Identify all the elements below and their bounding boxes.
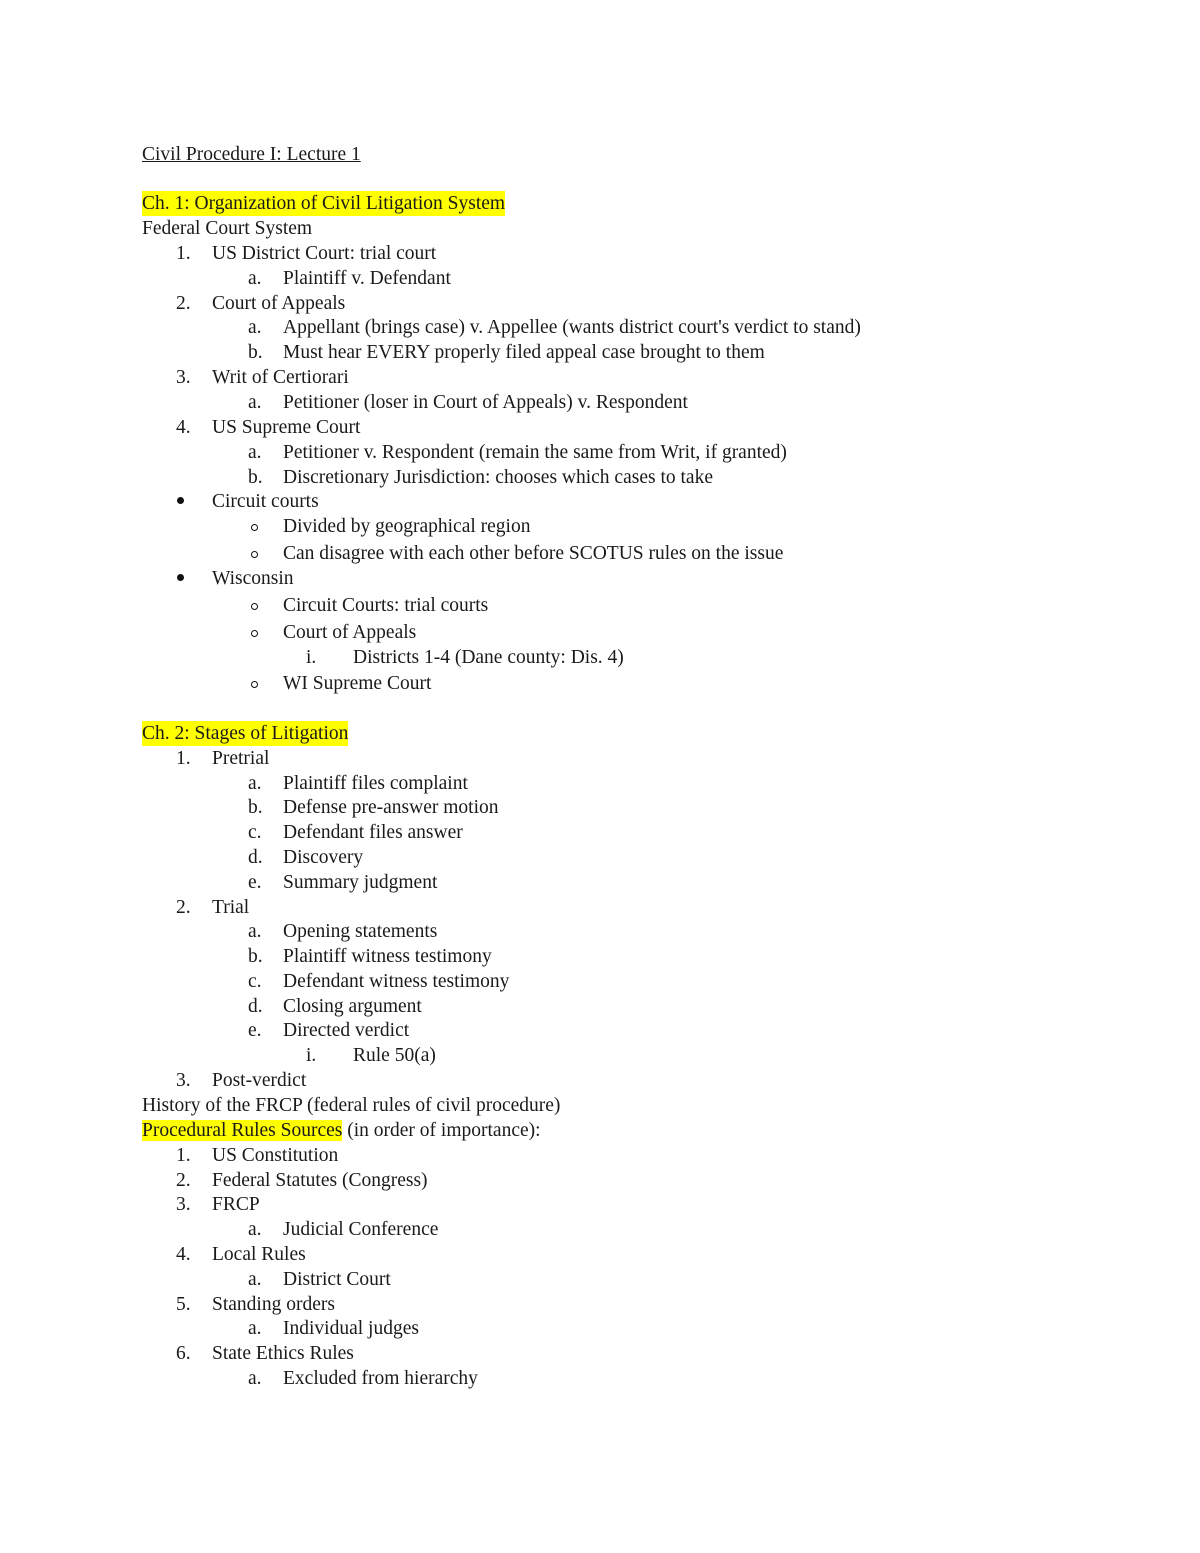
document-title: Civil Procedure I: Lecture 1 (142, 144, 361, 165)
bullet-icon (177, 574, 184, 581)
list-marker: a. (248, 1219, 262, 1240)
list-item-text: State Ethics Rules (212, 1343, 354, 1364)
list-marker: a. (248, 317, 262, 338)
list-marker: a. (248, 268, 262, 289)
circle-bullet-icon (251, 630, 258, 637)
list-marker: i. (306, 1045, 317, 1066)
list-marker: e. (248, 872, 262, 893)
list-marker: d. (248, 996, 263, 1017)
list-item-text: Wisconsin (212, 568, 294, 589)
list-marker: 3. (176, 1194, 191, 1215)
list-item-text: Pretrial (212, 748, 270, 769)
list-item-text: Petitioner (loser in Court of Appeals) v. Respondent (283, 392, 688, 413)
list-item-text: Closing argument (283, 996, 422, 1017)
list-item-text: Must hear EVERY properly filed appeal case brought to them (283, 342, 765, 363)
list-marker: 3. (176, 367, 191, 388)
list-marker: c. (248, 971, 262, 992)
bullet-icon (177, 497, 184, 504)
list-marker: 2. (176, 1170, 191, 1191)
list-item-text: Circuit courts (212, 491, 319, 512)
list-item-text: Defendant files answer (283, 822, 463, 843)
chapter-2-heading: Ch. 2: Stages of Litigation (142, 723, 349, 744)
list-item-text: Defendant witness testimony (283, 971, 510, 992)
list-item-text: District Court (283, 1269, 391, 1290)
list-item-text: Standing orders (212, 1294, 335, 1315)
list-item-text: Directed verdict (283, 1020, 410, 1041)
list-marker: b. (248, 797, 263, 818)
list-item-text: Appellant (brings case) v. Appellee (wants district court's verdict to stand) (283, 317, 861, 338)
list-marker: a. (248, 1368, 262, 1389)
list-marker: e. (248, 1020, 262, 1041)
list-marker: 5. (176, 1294, 191, 1315)
list-marker: a. (248, 442, 262, 463)
list-marker: 6. (176, 1343, 191, 1364)
list-marker: c. (248, 822, 262, 843)
list-marker: d. (248, 847, 263, 868)
list-marker: 1. (176, 1145, 191, 1166)
list-item-text: Can disagree with each other before SCOTUS rules on the issue (283, 543, 784, 564)
list-marker: b. (248, 946, 263, 967)
list-item-text: Defense pre-answer motion (283, 797, 499, 818)
list-item-text: Local Rules (212, 1244, 306, 1265)
list-marker: 1. (176, 243, 191, 264)
list-item-text: Trial (212, 897, 250, 918)
list-marker: a. (248, 1318, 262, 1339)
list-marker: 4. (176, 417, 191, 438)
list-marker: a. (248, 921, 262, 942)
list-marker: a. (248, 1269, 262, 1290)
list-item-text: US District Court: trial court (212, 243, 437, 264)
list-marker: 3. (176, 1070, 191, 1091)
list-item-text: US Supreme Court (212, 417, 361, 438)
list-item-text: Federal Statutes (Congress) (212, 1170, 428, 1191)
list-marker: i. (306, 647, 317, 668)
frcp-history-text: History of the FRCP (federal rules of civil procedure) (142, 1095, 561, 1116)
list-item-text: Discovery (283, 847, 364, 868)
list-marker: 4. (176, 1244, 191, 1265)
list-item-text: Writ of Certiorari (212, 367, 349, 388)
list-item-text: Court of Appeals (212, 293, 346, 314)
circle-bullet-icon (251, 681, 258, 688)
list-item-text: Judicial Conference (283, 1219, 439, 1240)
list-marker: b. (248, 467, 263, 488)
list-marker: a. (248, 773, 262, 794)
list-item-text: Opening statements (283, 921, 438, 942)
list-item-text: Plaintiff files complaint (283, 773, 468, 794)
list-marker: a. (248, 392, 262, 413)
list-item-text: FRCP (212, 1194, 260, 1215)
list-item-text: Districts 1-4 (Dane county: Dis. 4) (353, 647, 624, 668)
list-item-text: Discretionary Jurisdiction: chooses which cases to take (283, 467, 713, 488)
list-item-text: Plaintiff witness testimony (283, 946, 492, 967)
federal-court-system-heading: Federal Court System (142, 218, 313, 239)
chapter-1-heading: Ch. 1: Organization of Civil Litigation System (142, 193, 506, 214)
list-item-text: WI Supreme Court (283, 673, 432, 694)
list-item-text: Plaintiff v. Defendant (283, 268, 451, 289)
list-marker: 2. (176, 897, 191, 918)
list-item-text: Petitioner v. Respondent (remain the same from Writ, if granted) (283, 442, 787, 463)
circle-bullet-icon (251, 603, 258, 610)
list-marker: b. (248, 342, 263, 363)
list-item-text: Post-verdict (212, 1070, 307, 1091)
list-item-text: Divided by geographical region (283, 516, 531, 537)
list-item-text: Individual judges (283, 1318, 419, 1339)
list-marker: 1. (176, 748, 191, 769)
list-item-text: US Constitution (212, 1145, 339, 1166)
rules-sources-highlight: Procedural Rules Sources (142, 1120, 343, 1141)
list-item-text: Court of Appeals (283, 622, 417, 643)
list-item-text: Rule 50(a) (353, 1045, 436, 1066)
list-item-text: Circuit Courts: trial courts (283, 595, 489, 616)
list-item-text: Summary judgment (283, 872, 438, 893)
circle-bullet-icon (251, 551, 258, 558)
rules-sources-heading (142, 1118, 541, 1143)
circle-bullet-icon (251, 524, 258, 531)
rules-sources-suffix: (in order of importance): (342, 1120, 541, 1141)
list-marker: 2. (176, 293, 191, 314)
list-item-text: Excluded from hierarchy (283, 1368, 478, 1389)
